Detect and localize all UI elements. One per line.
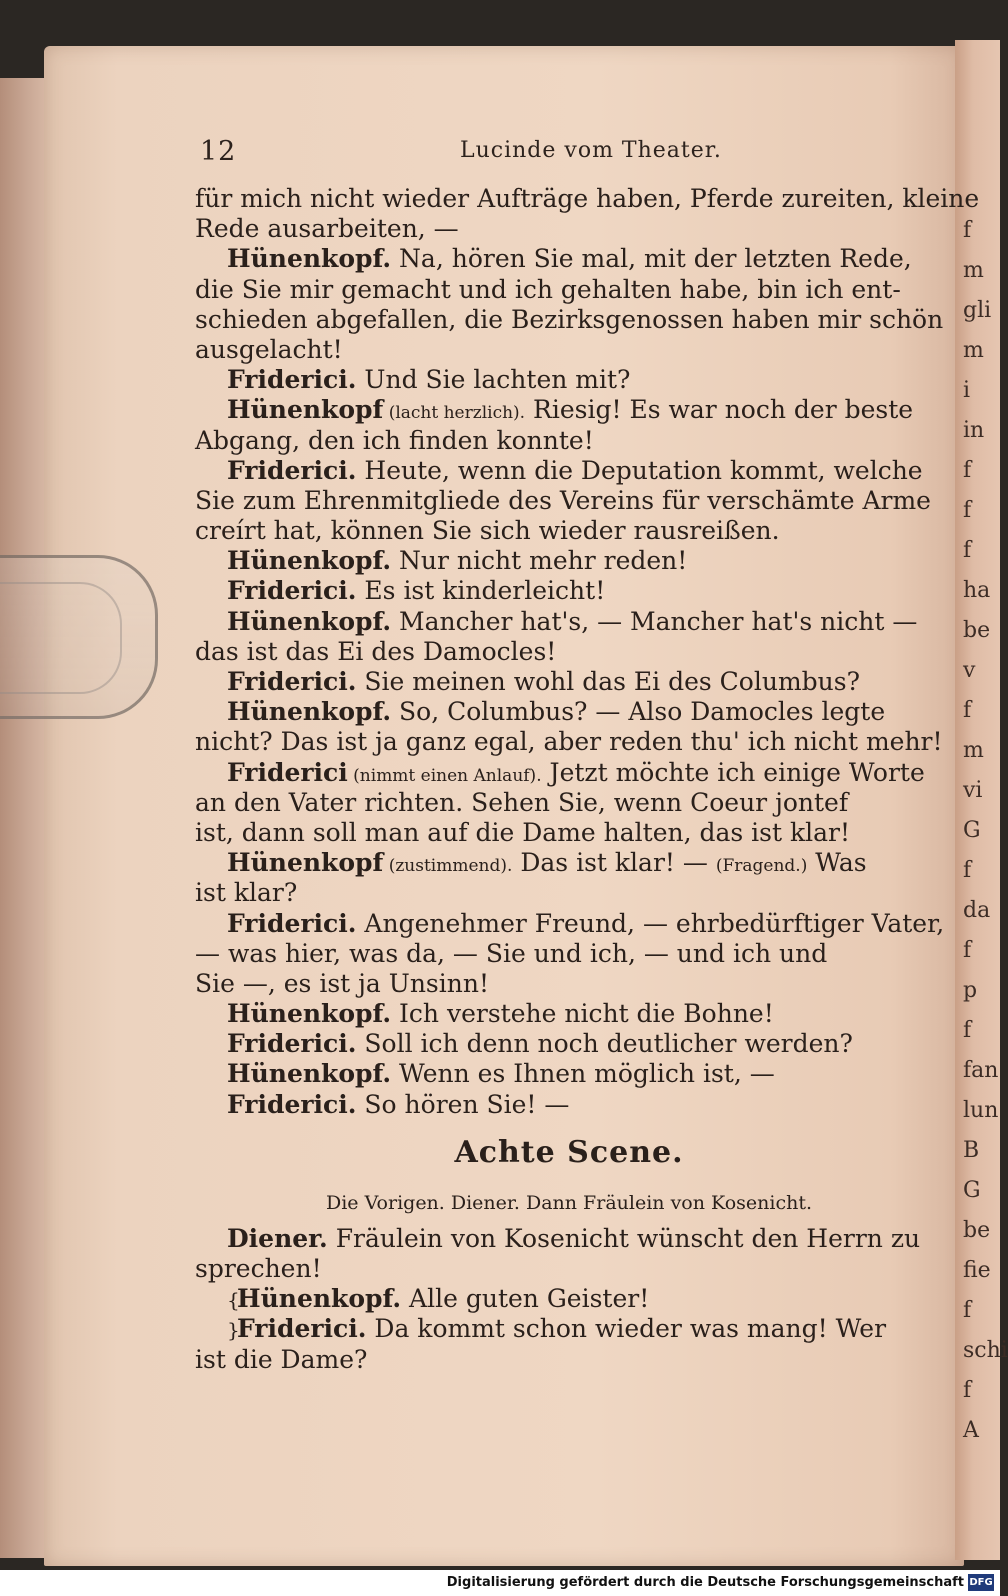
adjacent-page-fragment: lun (963, 1098, 999, 1123)
adjacent-page-fragment: f (963, 938, 972, 963)
text-line (195, 244, 943, 274)
text-line (195, 365, 943, 395)
speaker-name: Hünenkopf. (227, 999, 392, 1029)
adjacent-page-fragment: be (963, 618, 991, 643)
text-line (195, 1284, 943, 1314)
adjacent-page-fragment: f (963, 1298, 972, 1323)
running-title: Lucinde vom Theater. (460, 138, 722, 163)
line-text: So hören Sie! — (356, 1089, 570, 1119)
text-line (195, 395, 943, 425)
speaker-name: Friderici. (227, 1089, 357, 1119)
text-line (195, 607, 943, 637)
adjacent-page-fragment: be (963, 1218, 991, 1243)
line-text: an den Vater richten. Sehen Sie, wenn Coeur jontef (195, 787, 849, 817)
stage-direction: (zustimmend). (383, 856, 513, 877)
text-line (195, 969, 943, 999)
line-text: Rede ausarbeiten, — (195, 214, 459, 244)
text-line (195, 999, 943, 1029)
line-text: schieden abgefallen, die Bezirksgenossen haben mir schön (195, 304, 944, 334)
adjacent-page-fragment: A (963, 1418, 979, 1443)
dfg-logo: DFG (968, 1574, 994, 1591)
adjacent-page-fragment: f (963, 858, 972, 883)
scene-title: Achte Scene. (454, 1134, 684, 1170)
line-text: Mancher hat's, — Mancher hat's nicht — (391, 606, 918, 636)
text-line (195, 697, 943, 727)
line-text: ist klar? (195, 878, 298, 908)
line-text: Angenehmer Freund, — ehrbedürftiger Vater, (356, 908, 945, 938)
text-line (195, 576, 943, 606)
adjacent-page-fragment: ha (963, 578, 991, 603)
adjacent-page-fragment: f (963, 538, 972, 563)
line-text: Ich verstehe nicht die Bohne! (391, 999, 774, 1029)
speaker-name: Friderici. (227, 365, 357, 395)
line-text: das ist das Ei des Damocles! (195, 636, 557, 666)
speaker-name: Hünenkopf. (227, 697, 392, 727)
text-line (195, 486, 943, 516)
page-number: 12 (200, 136, 237, 167)
stage-direction: (lacht herzlich). (383, 403, 526, 424)
line-text: sprechen! (195, 1254, 322, 1283)
speaker-name: Friderici. (227, 1029, 357, 1059)
text-line (195, 788, 943, 818)
text-line (195, 1029, 943, 1059)
text-line (195, 939, 943, 969)
speaker-name: Hünenkopf (227, 395, 384, 425)
brace-mark: } (227, 1318, 240, 1343)
line-text: Alle guten Geister! (401, 1284, 650, 1314)
text-line (195, 335, 943, 365)
adjacent-page-fragment: fan (963, 1058, 999, 1083)
adjacent-page-fragment: v (963, 658, 976, 683)
line-text: die Sie mir gemacht und ich gehalten habe, bin ich ent- (195, 274, 901, 304)
line-text: Riesig! Es war noch der beste (525, 395, 914, 425)
adjacent-page-fragment: schi (963, 1338, 1008, 1363)
line-text: Wenn es Ihnen möglich ist, — (391, 1059, 775, 1089)
line-text: nicht? Das ist ja ganz egal, aber reden thu' ich nicht mehr! (195, 727, 943, 757)
line-text: Sie —, es ist ja Unsinn! (195, 968, 489, 998)
speaker-name: Friderici. (237, 1314, 367, 1344)
line-text: Da kommt schon wieder was mang! Wer (366, 1314, 887, 1344)
speaker-name: Hünenkopf. (227, 1059, 392, 1089)
adjacent-page-fragment: m (963, 338, 984, 363)
text-line (195, 305, 943, 335)
text-line (195, 758, 943, 788)
line-text: Es ist kinderleicht! (356, 576, 606, 606)
line-text: Jetzt möchte ich einige Worte (541, 757, 925, 787)
line-text: creírt hat, können Sie sich wieder rausreißen. (195, 516, 780, 546)
adjacent-page-fragment: f (963, 458, 972, 483)
speaker-name: Hünenkopf. (227, 606, 392, 636)
digitization-footer (0, 1570, 1000, 1596)
line-text: — was hier, was da, — Sie und ich, — und ich und (195, 938, 828, 968)
speaker-name: Hünenkopf. (237, 1284, 402, 1314)
line-text: Sie meinen wohl das Ei des Columbus? (356, 667, 860, 696)
line-text: Was (807, 848, 867, 878)
line-text: ausgelacht! (195, 334, 343, 364)
stage-direction: (Fragend.) (715, 856, 808, 877)
text-line (195, 818, 943, 848)
line-text: ist die Dame? (195, 1344, 368, 1374)
adjacent-page-fragment: f (963, 1018, 972, 1043)
book-spine-left (0, 78, 48, 1558)
text-line (195, 1090, 943, 1120)
line-text: Abgang, den ich finden konnte! (195, 425, 594, 455)
adjacent-page-fragment: f (963, 498, 972, 523)
text-line (195, 456, 943, 486)
adjacent-page-fragment: fie (963, 1258, 991, 1283)
adjacent-page-fragment: G (963, 818, 981, 843)
speaker-name: Hünenkopf. (227, 546, 392, 576)
line-text: ist, dann soll man auf die Dame halten, das ist klar! (195, 817, 851, 847)
text-line (195, 214, 943, 244)
line-text: Nur nicht mehr reden! (391, 546, 688, 576)
adjacent-page-fragment: m (963, 738, 984, 763)
text-line (195, 516, 943, 546)
line-text: für mich nicht wieder Aufträge haben, Pferde zureiten, kleine (195, 184, 980, 213)
funding-credit: Digitalisierung gefördert durch die Deutsche Forschungsgemeinschaft (446, 1575, 964, 1590)
adjacent-page-fragment: gli (963, 298, 992, 323)
text-line (195, 426, 943, 456)
page-header (200, 136, 930, 176)
text-line (195, 1224, 943, 1254)
adjacent-page-fragment: f (963, 698, 972, 723)
line-text: Soll ich denn noch deutlicher werden? (356, 1029, 853, 1059)
adjacent-page-fragment: i (963, 378, 971, 403)
text-line (195, 1345, 943, 1375)
adjacent-page-fragment: p (963, 978, 978, 1003)
speaker-name: Hünenkopf (227, 848, 384, 878)
speaker-name: Hünenkopf. (227, 244, 392, 274)
line-text: Fräulein von Kosenicht wünscht den Herrn zu (327, 1223, 921, 1253)
adjacent-page-fragment: m (963, 258, 984, 283)
adjacent-page-fragment: B (963, 1138, 980, 1163)
line-text: Sie zum Ehrenmitgliede des Vereins für verschämte Arme (195, 485, 931, 515)
brace-mark: { (227, 1288, 240, 1313)
adjacent-page-fragment: f (963, 1378, 972, 1403)
speaker-name: Friderici. (227, 908, 357, 938)
text-line (195, 1314, 943, 1344)
adjacent-page-fragment: da (963, 898, 991, 923)
speaker-name: Friderici (227, 757, 348, 787)
text-line (195, 878, 943, 908)
stage-direction: (nimmt einen Anlauf). (347, 765, 542, 786)
speaker-name: Friderici. (227, 455, 357, 485)
text-line (195, 275, 943, 305)
speaker-name: Diener. (227, 1223, 328, 1253)
adjacent-page-fragment: in (963, 418, 985, 443)
text-line (195, 637, 943, 667)
line-text: Und Sie lachten mit? (356, 365, 631, 395)
text-line (195, 727, 943, 757)
text-line (195, 909, 943, 939)
line-text: Heute, wenn die Deputation kommt, welche (356, 455, 923, 485)
line-text: So, Columbus? — Also Damocles legte (391, 697, 886, 727)
line-text: Das ist klar! — (512, 848, 716, 878)
adjacent-page-fragment: G (963, 1178, 981, 1203)
adjacent-page-fragment: vi (963, 778, 983, 803)
adjacent-page-fragment: f (963, 218, 972, 243)
text-line (195, 1254, 943, 1284)
speaker-name: Friderici. (227, 667, 357, 696)
speaker-name: Friderici. (227, 576, 357, 606)
paper-clip-inner-loop (0, 582, 122, 694)
scene-persons: Die Vorigen. Diener. Dann Fräulein von Kosenicht. (325, 1191, 812, 1214)
text-line (195, 546, 943, 576)
text-line (195, 1059, 943, 1089)
text-line (195, 184, 980, 214)
text-line (195, 667, 943, 697)
line-text: Na, hören Sie mal, mit der letzten Rede, (391, 244, 912, 274)
text-line (195, 848, 943, 878)
adjacent-page-edge (955, 40, 1008, 1560)
